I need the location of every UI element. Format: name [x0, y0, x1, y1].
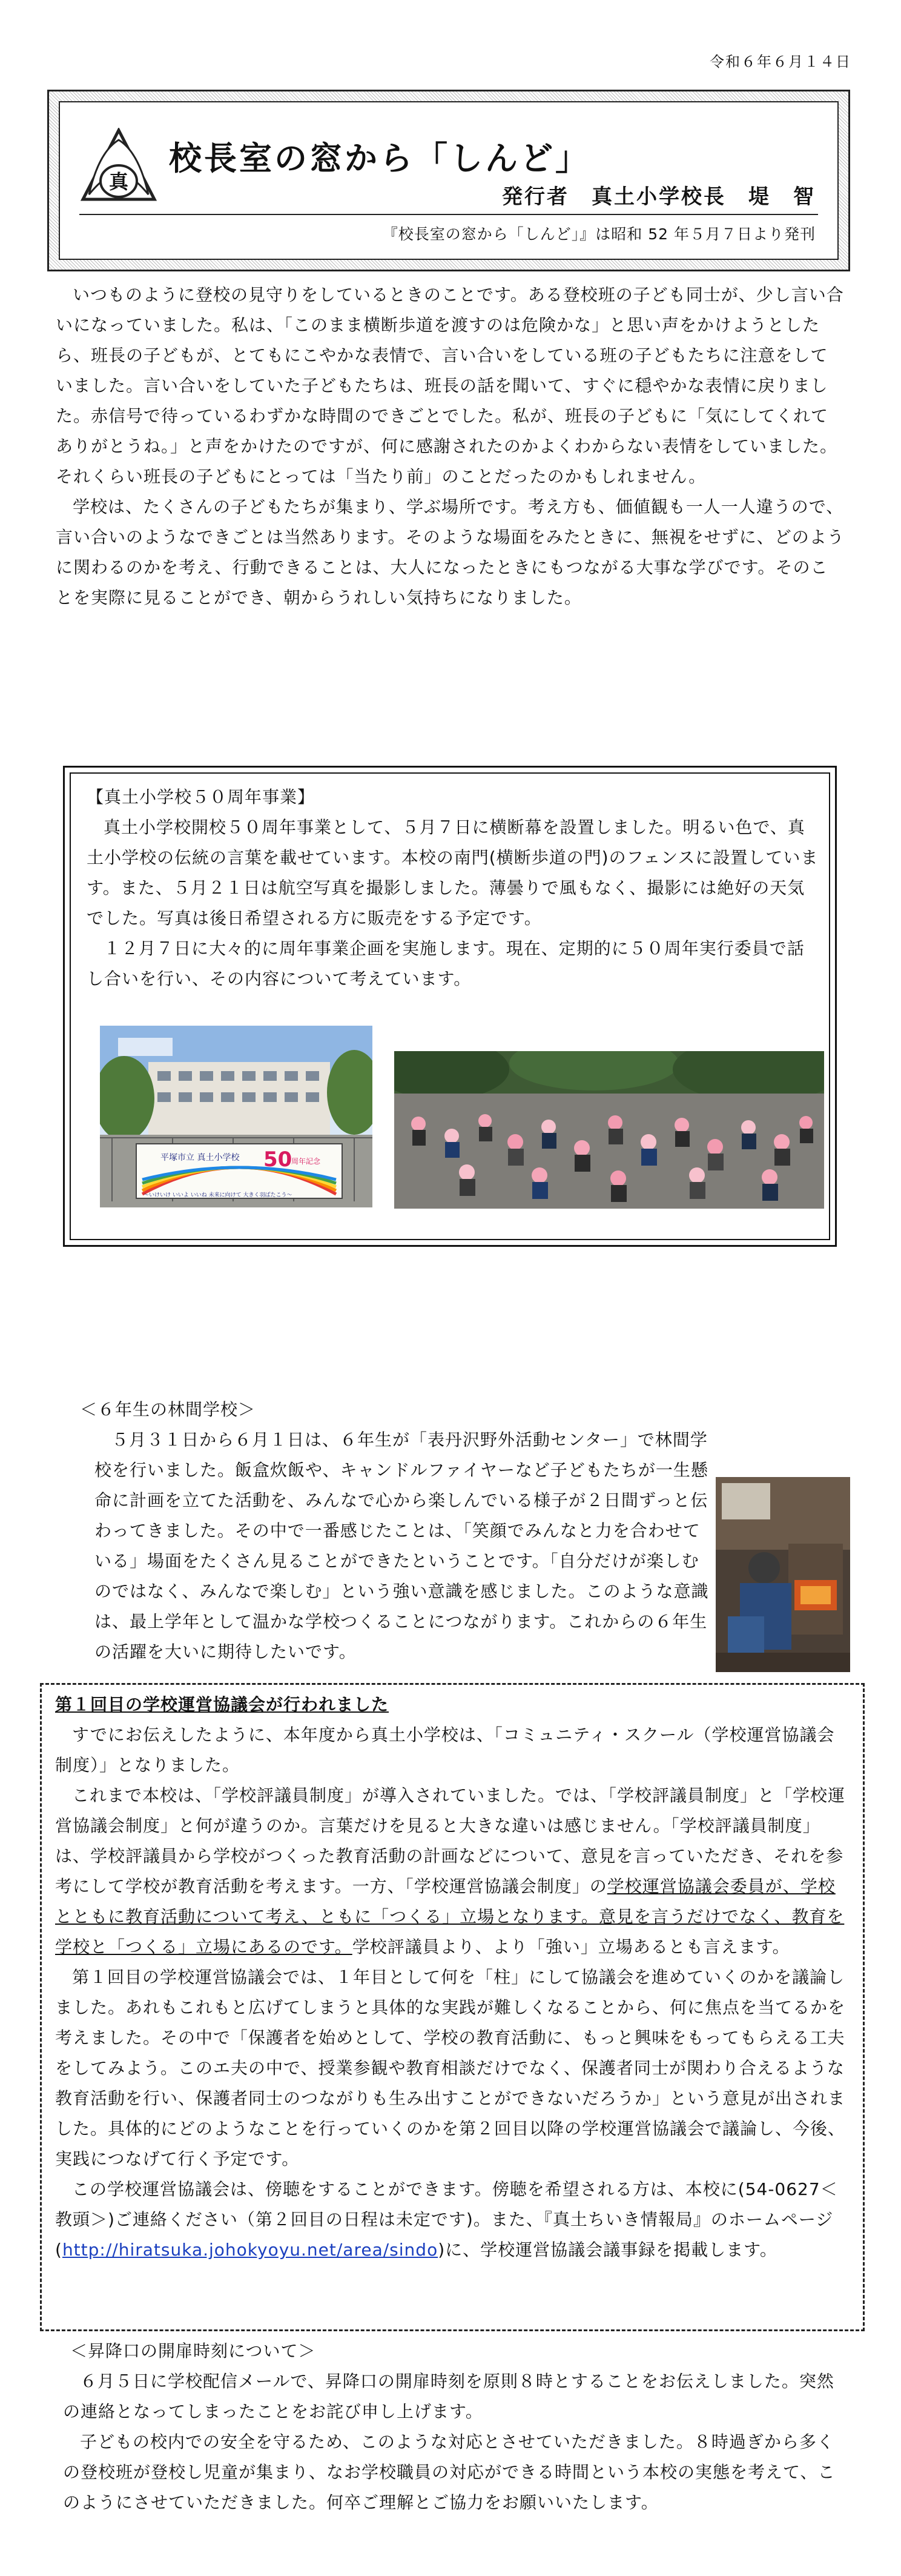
- newsletter-header: [47, 90, 850, 271]
- banner-school-name: 平塚市立 真土小学校: [160, 1153, 240, 1163]
- aerial-photo-practice: [394, 1051, 824, 1209]
- gate-paragraph-1: ６月５日に学校配信メールで、昇降口の開扉時刻を原則８時とすることをお伝えしました。突然の連絡となってしまったことをお詫び申し上げます。: [63, 2371, 834, 2422]
- grade6-paragraph: ５月３１日から６月１日は、６年生が「表丹沢野外活動センター」で林間学校を行いました。飯盒炊飯や、キャンドルファイヤーなど子どもたちが一生懸命に計画を立てた活動を、みんなで心から楽しんでいる様子が２日間ずっと伝わってきました。その中で一番感じたことは、「笑顔でみんなと力を合わせている」場面をたくさん見ることができたということです。「自分だけが楽しむのではなく、みんなで楽しむ」という強い意識を感じました。このような意識は、最上学年として温かな学校つくることにつながります。これからの６年生の活躍を大いに期待したいです。: [94, 1430, 709, 1662]
- community-info-link[interactable]: http://hiratsuka.johokyoyu.net/area/sindo: [62, 2240, 438, 2260]
- council-paragraph-4-tail: )に、学校運営協議会議事録を掲載します。: [438, 2240, 777, 2260]
- school-emblem-icon: [79, 128, 158, 207]
- newsletter-title: 校長室の窓から「しんど」: [169, 139, 590, 178]
- gate-paragraph-2: 子どもの校内での安全を守るため、このような対応とさせていただきました。８時過ぎから多くの登校班が登校し児童が集まり、なお学校職員の対応ができる時間という本校の実態を考えて、このようにさせていただきました。何卒ご理解とご協力をお願いいたします。: [63, 2432, 836, 2512]
- banner-photo: [100, 1026, 372, 1207]
- banner-fifty: 50: [263, 1147, 292, 1172]
- grade6-heading: ＜６年生の林間学校＞: [80, 1399, 256, 1419]
- council-underlined-text: 学校運営協議会委員が、学校とともに教育活動について考え、ともに「つくる」立場となります。意見を言うだけでなく、教育を学校と「つくる」立場にあるのです。: [55, 1876, 845, 1957]
- council-paragraph-1: すでにお伝えしたように、本年度から真土小学校は、「コミュニティ・スクール（学校運営協議会制度）」となりました。: [55, 1725, 835, 1775]
- anniversary-paragraph-1: 真土小学校開校５０周年事業として、５月７日に横断幕を設置しました。明るい色で、真土小学校の伝統の言葉を載せています。本校の南門(横断歩道の門)のフェンスに設置しています。また、５月２１日は航空写真を撮影しました。薄曇りで風もなく、撮影には絶好の天気でした。写真は後日希望される方に販売をする予定です。: [87, 817, 819, 928]
- issue-date: 令和６年６月１４日: [710, 53, 851, 70]
- anniversary-text: [87, 812, 819, 994]
- anniversary-paragraph-2: １２月７日に大々的に周年事業企画を実施します。現在、定期的に５０周年実行委員で話し合いを行い、その内容について考えています。: [87, 938, 805, 989]
- council-paragraph-2: [55, 1781, 848, 1962]
- campfire-photo: [716, 1477, 850, 1672]
- anniversary-box: [63, 766, 837, 1247]
- council-paragraph-3: 第１回目の学校運営協議会では、１年目として何を「柱」にして協議会を進めていくのかを議論しました。あれもこれもと広げてしまうと具体的な実践が難しくなることから、何に焦点を当てるかを考えました。その中で「保護者を始めとして、学校の教育活動に、もっと興味をもってもらえる工夫をしてみよう。このエ夫の中で、授業参観や教育相談だけでなく、保護者同士が関わり合えるような教育活動を行い、保護者同士のつながりも生み出すことができないだろうか」という意見が出されました。具体的にどのようなことを行っていくのかを第２回目以降の学校運営協議会で議論し、今後、実践につなげて行く予定です。: [55, 1967, 846, 2169]
- emblem-character: 真: [108, 170, 129, 193]
- council-text: [55, 1720, 848, 2265]
- students-photo-image: [394, 1051, 824, 1209]
- anniversary-inner-frame: [70, 772, 830, 1240]
- gate-heading: ＜昇降口の開扉時刻について＞: [70, 2341, 316, 2361]
- banner-anniversary-label: 周年記念: [291, 1157, 321, 1166]
- intro-section: [56, 280, 845, 613]
- anniversary-heading: 【真土小学校５０周年事業】: [87, 787, 315, 807]
- campfire-photo-image: [716, 1477, 850, 1672]
- council-title: 第１回目の学校運営協議会が行われました: [55, 1695, 389, 1715]
- council-paragraph-2-tail: 学校評議員より、より「強い」立場あるとも言えます。: [352, 1937, 790, 1957]
- council-paragraph-4: [55, 2174, 848, 2265]
- gate-section: [63, 2366, 844, 2518]
- grade6-section: [94, 1425, 710, 1667]
- intro-paragraph-2: 学校は、たくさんの子どもたちが集まり、学ぶ場所です。考え方も、価値観も一人一人違うので、言い合いのようなできごとは当然あります。そのような場面をみたときに、無視をせずに、どのように関わるのかを考え、行動できることは、大人になったときにもつながる大事な学びです。そのことを実際に見ることができ、朝からうれしい気持ちになりました。: [56, 497, 845, 608]
- council-paragraph-4-lead: この学校運営協議会は、傍聴をすることができます。傍聴を希望される方は、本校に(54-0627＜教頭＞)ご連絡ください（第２回目の日程は未定です)。また、『真土ちいき情報局』のホームページ(: [55, 2179, 838, 2260]
- council-box: [40, 1683, 865, 2331]
- publisher-line: 発行者 真土小学校長 堤 智: [502, 185, 816, 209]
- banner-photo-image: [100, 1026, 372, 1207]
- banner-slogan: ～いけいけ いいよ いいね 未来に向けて 大きく羽ばたこう～: [144, 1192, 292, 1198]
- council-paragraph-2-lead: これまで本校は、「学校評議員制度」が導入されていました。では、「学校評議員制度」と「学校運営協議会制度」と何が違うのか。言葉だけを見ると大きな違いは感じません。「学校評議員制度」は、学校評議員から学校がつくった教育活動の計画などについて、意見を言っていただき、それを参考にして学校が教育活動を考えます。一方、「学校運営協議会制度」の: [55, 1785, 846, 1896]
- intro-paragraph-1: いつものように登校の見守りをしているときのことです。ある登校班の子ども同士が、少し言い合いになっていました。私は、「このまま横断歩道を渡すのは危険かな」と思い声をかけようとしたら、班長の子どもが、とてもにこやかな表情で、言い合いをしている班の子どもたちに注意をしていました。言い合いをしていた子どもたちは、班長の話を聞いて、すぐに穏やかな表情に戻りました。赤信号で待っているわずかな時間のできごとでした。私が、班長の子どもに「気にしてくれてありがとうね。」と声をかけたのですが、何に感謝されたのかよくわからない表情をしていました。それくらい班長の子どもにとっては「当たり前」のことだったのかもしれません。: [56, 285, 844, 486]
- header-inner-frame: [59, 101, 839, 260]
- publication-history: 『校長室の窓から「しんど」』は昭和 52 年５月７日より発刊: [382, 225, 816, 243]
- header-divider: [79, 214, 818, 215]
